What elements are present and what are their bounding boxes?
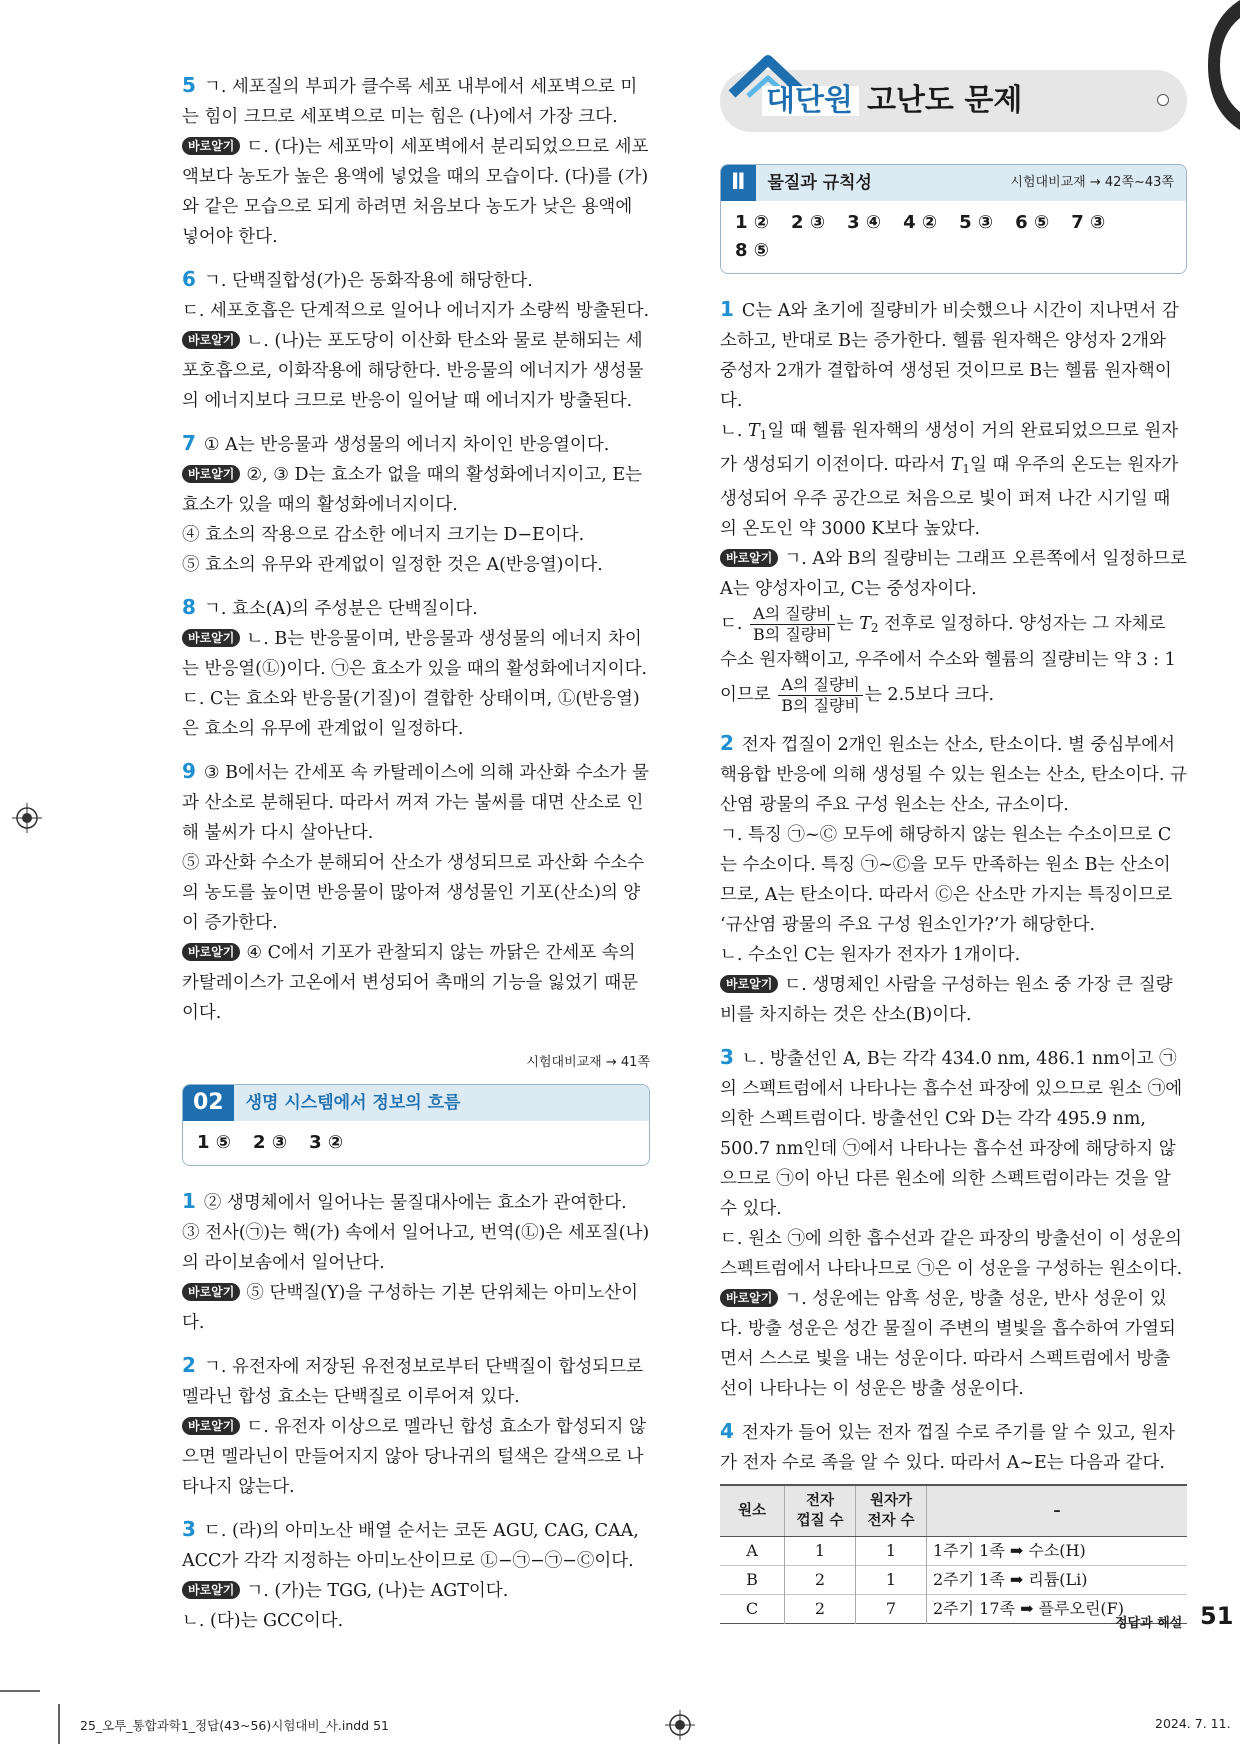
textbook-reference: 시험대비교재 → 41쪽 xyxy=(526,1055,650,1070)
answer-text: ㄴ. (다)는 GCC이다. xyxy=(182,1611,344,1631)
answer-key xyxy=(183,1121,649,1165)
answer-text: ㄴ. B는 반응물이며, 반응물과 생성물의 에너지 차이는 반응열(Ⓛ)이다. ㉠은 효소가 있을 때의 활성화에너지이다. xyxy=(182,629,648,679)
file-slug: 25_오투_통합과학1_정답(43~56)시험대비_사.indd 51 xyxy=(80,1718,389,1733)
question-number: 3 xyxy=(720,1045,734,1069)
answer-text: ㄴ. (나)는 포도당이 이산화 탄소와 물로 분해되는 세포호흡으로, 이화작용에 해당한다. 반응물의 에너지가 생성물의 에너지보다 크므로 반응이 일어날 때 에너지가 방출된다. xyxy=(182,331,644,411)
crop-mark xyxy=(0,1690,40,1692)
answer-key-item: 2 ③ xyxy=(791,212,826,233)
table-row xyxy=(720,1537,1187,1566)
chapter-tab xyxy=(1200,0,1240,130)
answer-text: ⑤ 단백질(Y)을 구성하는 기본 단위체는 아미노산이다. xyxy=(182,1283,639,1333)
table-cell: 1주기 1족 ➡ 수소(H) xyxy=(927,1537,1188,1566)
answer-text: 일 때 헬륨 원자핵의 생성이 거의 완료되었으므로 원자가 생성되기 이전이다. 따라서 xyxy=(720,421,1179,475)
answer-text: ⑤ 효소의 유무와 관계없이 일정한 것은 A(반응열)이다. xyxy=(182,555,603,575)
answer-text: ㄷ. 유전자 이상으로 멜라닌 합성 효소가 합성되지 않으면 멜라닌이 만들어지지 않아 당나귀의 털색은 갈색으로 나타나지 않는다. xyxy=(182,1417,646,1497)
column-header xyxy=(856,1485,927,1537)
crop-mark xyxy=(58,1704,60,1744)
section-title: 물질과 규칙성 xyxy=(767,173,872,193)
table-cell: A xyxy=(720,1537,785,1566)
fraction-numerator: A의 질량비 xyxy=(750,604,835,625)
answer-text: ④ 효소의 작용으로 감소한 에너지 크기는 D−E이다. xyxy=(182,525,585,545)
section-title: 생명 시스템에서 정보의 흐름 xyxy=(245,1093,461,1113)
table-cell: C xyxy=(720,1595,785,1624)
section-header xyxy=(183,1085,649,1121)
answer-text: ② 생명체에서 일어나는 물질대사에는 효소가 관여한다. xyxy=(203,1193,627,1213)
question-number: 3 xyxy=(182,1517,196,1541)
answer-key xyxy=(721,201,1186,273)
answer-9 xyxy=(182,756,650,1028)
table-row xyxy=(720,1566,1187,1595)
section2-answer-3 xyxy=(182,1514,650,1636)
answer-text: ③ B에서는 간세포 속 카탈레이스에 의해 과산화 수소가 물과 산소로 분해된다. 따라서 꺼져 가는 불씨를 대면 산소로 인해 불씨가 다시 살아난다. xyxy=(182,763,649,843)
right-column xyxy=(720,70,1187,1636)
answer-8 xyxy=(182,592,650,744)
section-II-box xyxy=(720,164,1187,274)
answer-text: ㄱ. 세포질의 부피가 클수록 세포 내부에서 세포벽으로 미는 힘이 크므로 세포벽으로 미는 힘은 (나)에서 가장 크다. xyxy=(182,77,638,127)
answer-text: ③ 전사(㉠)는 핵(가) 속에서 일어나고, 번역(Ⓛ)은 세포질(나)의 라이보솜에서 일어난다. xyxy=(182,1223,650,1273)
table-cell: 7 xyxy=(856,1595,927,1624)
correction-badge: 바로알기 xyxy=(182,465,240,483)
answer-text: C는 A와 초기에 질량비가 비슷했으나 시간이 지나면서 감소하고, 반대로 B는 증가한다. 헬륨 원자핵은 양성자 2개와 중성자 2개가 결합하여 생성된 것이므로 B는 헬륨 원자핵이다. xyxy=(720,301,1179,411)
answer-key-item: 2 ③ xyxy=(253,1132,288,1153)
fraction-denominator: B의 질량비 xyxy=(753,625,832,644)
answer-text: ㄱ. 효소(A)의 주성분은 단백질이다. xyxy=(203,599,478,619)
table-cell: 2주기 1족 ➡ 리튬(Li) xyxy=(927,1566,1188,1595)
fraction-numerator: A의 질량비 xyxy=(778,675,863,696)
answer-text: ④ C에서 기포가 관찰되지 않는 까닭은 간세포 속의 카탈레이스가 고온에서 변성되어 촉매의 기능을 잃었기 때문이다. xyxy=(182,943,638,1023)
banner-title: 고난도 문제 xyxy=(866,83,1023,118)
question-number: 2 xyxy=(182,1353,196,1377)
answer-text: ⑤ 과산화 수소가 분해되어 산소가 생성되므로 과산화 수소수의 농도를 높이면 반응물이 많아져 생성물인 기포(산소)의 양이 증가한다. xyxy=(182,853,645,933)
column-header: – xyxy=(927,1485,1188,1537)
subscript: 1 xyxy=(962,462,971,476)
table-cell: B xyxy=(720,1566,785,1595)
registration-mark-icon xyxy=(12,803,42,833)
correction-badge: 바로알기 xyxy=(182,1417,240,1435)
column-header-line: 원자가 xyxy=(869,1493,913,1509)
answer-5 xyxy=(182,70,650,252)
answer-text: ① A는 반응물과 생성물의 에너지 차이인 반응열이다. xyxy=(203,435,610,455)
banner-title-highlight: 대단원 xyxy=(762,86,859,116)
answer-text: ㄴ. 수소인 C는 원자가 전자가 1개이다. xyxy=(720,945,1021,965)
question-number: 5 xyxy=(182,73,196,97)
answer-text: ㄷ. (라)의 아미노산 배열 순서는 코돈 AGU, CAG, CAA, ACC가 각각 지정하는 아미노산이므로 Ⓛ−㉠−㉠−Ⓒ이다. xyxy=(182,1521,639,1571)
answer-key-item: 7 ③ xyxy=(1071,212,1106,233)
footer-label: 정답과 해설 xyxy=(1115,1616,1183,1631)
answer-7 xyxy=(182,428,650,580)
unit-answer-1 xyxy=(720,294,1187,716)
answer-text: ㄷ. xyxy=(720,614,743,634)
unit-answer-2 xyxy=(720,728,1187,1030)
correction-badge: 바로알기 xyxy=(720,975,778,993)
question-number: 1 xyxy=(182,1189,196,1213)
answer-6 xyxy=(182,264,650,416)
question-number: 9 xyxy=(182,759,196,783)
correction-badge: 바로알기 xyxy=(182,1283,240,1301)
correction-badge: 바로알기 xyxy=(182,629,240,647)
answer-key-item: 6 ⑤ xyxy=(1015,212,1050,233)
answer-key-item: 4 ② xyxy=(903,212,938,233)
unit-answer-3 xyxy=(720,1042,1187,1404)
column-header-line: 전자 수 xyxy=(867,1513,915,1529)
answer-text: ㄴ. xyxy=(720,421,749,441)
unit-banner xyxy=(720,70,1187,132)
question-number: 1 xyxy=(720,297,734,321)
table-header-row xyxy=(720,1485,1187,1537)
symbol-t: T xyxy=(748,421,760,441)
column-header-line: 전자 xyxy=(805,1493,834,1509)
answer-text: 는 xyxy=(836,614,860,634)
left-column xyxy=(182,70,650,1648)
answer-key-item: 3 ② xyxy=(309,1132,344,1153)
answer-text: 는 2.5보다 크다. xyxy=(864,685,995,705)
section2-answer-2 xyxy=(182,1350,650,1502)
section-number: 02 xyxy=(183,1085,234,1121)
question-number: 7 xyxy=(182,431,196,455)
circle-icon xyxy=(1157,94,1169,106)
question-number: 8 xyxy=(182,595,196,619)
correction-badge: 바로알기 xyxy=(182,1581,240,1599)
answer-text: ㄷ. 원소 ㉠에 의한 흡수선과 같은 파장의 방출선이 이 성운의 스펙트럼에서 나타나므로 ㉠은 이 성운을 구성하는 원소이다. xyxy=(720,1229,1183,1279)
table-cell: 1 xyxy=(856,1566,927,1595)
answer-text: ②, ③ D는 효소가 없을 때의 활성화에너지이고, E는 효소가 있을 때의 활성화에너지이다. xyxy=(182,465,643,515)
answer-text: 전자가 들어 있는 전자 껍질 수로 주기를 알 수 있고, 원자가 전자 수로 족을 알 수 있다. 따라서 A~E는 다음과 같다. xyxy=(720,1423,1176,1473)
textbook-reference: 시험대비교재 → 42쪽~43쪽 xyxy=(1010,175,1174,190)
answer-text: ㄷ. (다)는 세포막이 세포벽에서 분리되었으므로 세포액보다 농도가 높은 용액에 넣었을 때의 모습이다. (다)를 (가)와 같은 모습으로 되게 하려면 처음보다 농도가 낮은 용액에 넣어야 한다. xyxy=(182,137,649,247)
page-number: 51 xyxy=(1200,1602,1234,1630)
answer-text: ㄱ. 성운에는 암흑 성운, 방출 성운, 반사 성운이 있다. 방출 성운은 성간 물질이 주변의 별빛을 흡수하여 가열되면서 스스로 빛을 내는 성운이다. 따라서 스펙트럼에서 방출선이 나타나는 이 성운은 방출 성운이다. xyxy=(720,1289,1176,1399)
section-number: Ⅱ xyxy=(721,165,756,201)
fraction-denominator: B의 질량비 xyxy=(781,696,860,715)
answer-key-item: 1 ② xyxy=(735,212,770,233)
unit-answer-4 xyxy=(720,1416,1187,1624)
section-header xyxy=(721,165,1186,201)
table-cell: 1 xyxy=(785,1537,856,1566)
answer-text: ㄷ. C는 효소와 반응물(기질)이 결합한 상태이며, Ⓛ(반응열)은 효소의 유무에 관계없이 일정하다. xyxy=(182,689,640,739)
print-date: 2024. 7. 11. xyxy=(1155,1716,1231,1731)
subscript: 1 xyxy=(759,428,768,442)
table-cell: 1 xyxy=(856,1537,927,1566)
mass-ratio-fraction xyxy=(750,604,835,645)
answer-text: 전자 껍질이 2개인 원소는 산소, 탄소이다. 별 중심부에서 핵융합 반응에 의해 생성될 수 있는 원소는 산소, 탄소이다. 규산염 광물의 주요 구성 원소는 산소, 규소이다. xyxy=(720,735,1187,815)
question-number: 2 xyxy=(720,731,734,755)
answer-text: ㄷ. 생명체인 사람을 구성하는 원소 중 가장 큰 질량비를 차지하는 것은 산소(B)이다. xyxy=(720,975,1173,1025)
answer-text: 일 때 우주의 온도는 원자가 생성되어 우주 공간으로 처음으로 빛이 퍼져 나간 시기일 때의 온도인 약 3000 K보다 높았다. xyxy=(720,455,1179,539)
subscript: 2 xyxy=(870,621,879,635)
answer-key-item: 1 ⑤ xyxy=(197,1132,232,1153)
correction-badge: 바로알기 xyxy=(720,549,778,567)
column-header xyxy=(785,1485,856,1537)
mass-ratio-fraction xyxy=(778,675,863,716)
symbol-t: T xyxy=(950,455,963,475)
correction-badge: 바로알기 xyxy=(182,137,240,155)
answer-text: ㄱ. A와 B의 질량비는 그래프 오른쪽에서 일정하므로 A는 양성자이고, C는 중성자이다. xyxy=(720,549,1187,599)
column-header-line: 껍질 수 xyxy=(796,1513,844,1529)
table-cell: 2주기 17족 ➡ 플루오린(F) xyxy=(927,1595,1188,1624)
correction-badge: 바로알기 xyxy=(720,1289,778,1307)
answer-text: ㄱ. 특징 ㉠~Ⓒ 모두에 해당하지 않는 원소는 수소이므로 C는 수소이다. 특징 ㉠~Ⓒ을 모두 만족하는 원소 B는 산소이므로, A는 탄소이다. 따라서 Ⓒ은 산소만 가지는 특징이므로 ‘규산염 광물의 주요 구성 원소인가?’가 해당한다. xyxy=(720,825,1173,935)
table-cell: 2 xyxy=(785,1595,856,1624)
section2-answer-1 xyxy=(182,1186,650,1338)
section-02-box xyxy=(182,1084,650,1166)
answer-text: ㄷ. 세포호흡은 단계적으로 일어나 에너지가 소량씩 방출된다. xyxy=(182,301,650,321)
element-table xyxy=(720,1484,1187,1624)
answer-text: ㄱ. 단백질합성(가)은 동화작용에 해당한다. xyxy=(203,271,533,291)
answer-text: ㄴ. 방출선인 A, B는 각각 434.0 nm, 486.1 nm이고 ㉠의 스펙트럼에서 나타나는 흡수선 파장에 있으므로 원소 ㉠에 의한 스펙트럼이다. 방출선인 C와 D는 각각 495.9 nm, 500.7 nm인데 ㉠에서 나타나는 흡수선 파장에 해당하지 않으므로 ㉠이 아닌 다른 원소에 의한 스펙트럼이라는 것을 알 수 있다. xyxy=(720,1049,1183,1219)
answer-key-item: 5 ③ xyxy=(959,212,994,233)
question-number: 6 xyxy=(182,267,196,291)
correction-badge: 바로알기 xyxy=(182,943,240,961)
answer-text: 전후로 일정하다. 양성자는 그 자체로 수소 원자핵이고, 우주에서 수소와 헬륨의 질량비는 약 3 : 1이므로 xyxy=(720,614,1176,705)
answer-text: ㄱ. 유전자에 저장된 유전정보로부터 단백질이 합성되므로 멜라닌 합성 효소는 단백질로 이루어져 있다. xyxy=(182,1357,644,1407)
answer-key-item: 8 ⑤ xyxy=(735,240,770,261)
answer-text: ㄱ. (가)는 TGG, (나)는 AGT이다. xyxy=(246,1581,509,1601)
answer-key-item: 3 ④ xyxy=(847,212,882,233)
question-number: 4 xyxy=(720,1419,734,1443)
table-cell: 2 xyxy=(785,1566,856,1595)
correction-badge: 바로알기 xyxy=(182,331,240,349)
registration-mark-icon xyxy=(665,1710,695,1740)
symbol-t: T xyxy=(859,614,871,634)
column-header: 원소 xyxy=(720,1485,785,1537)
